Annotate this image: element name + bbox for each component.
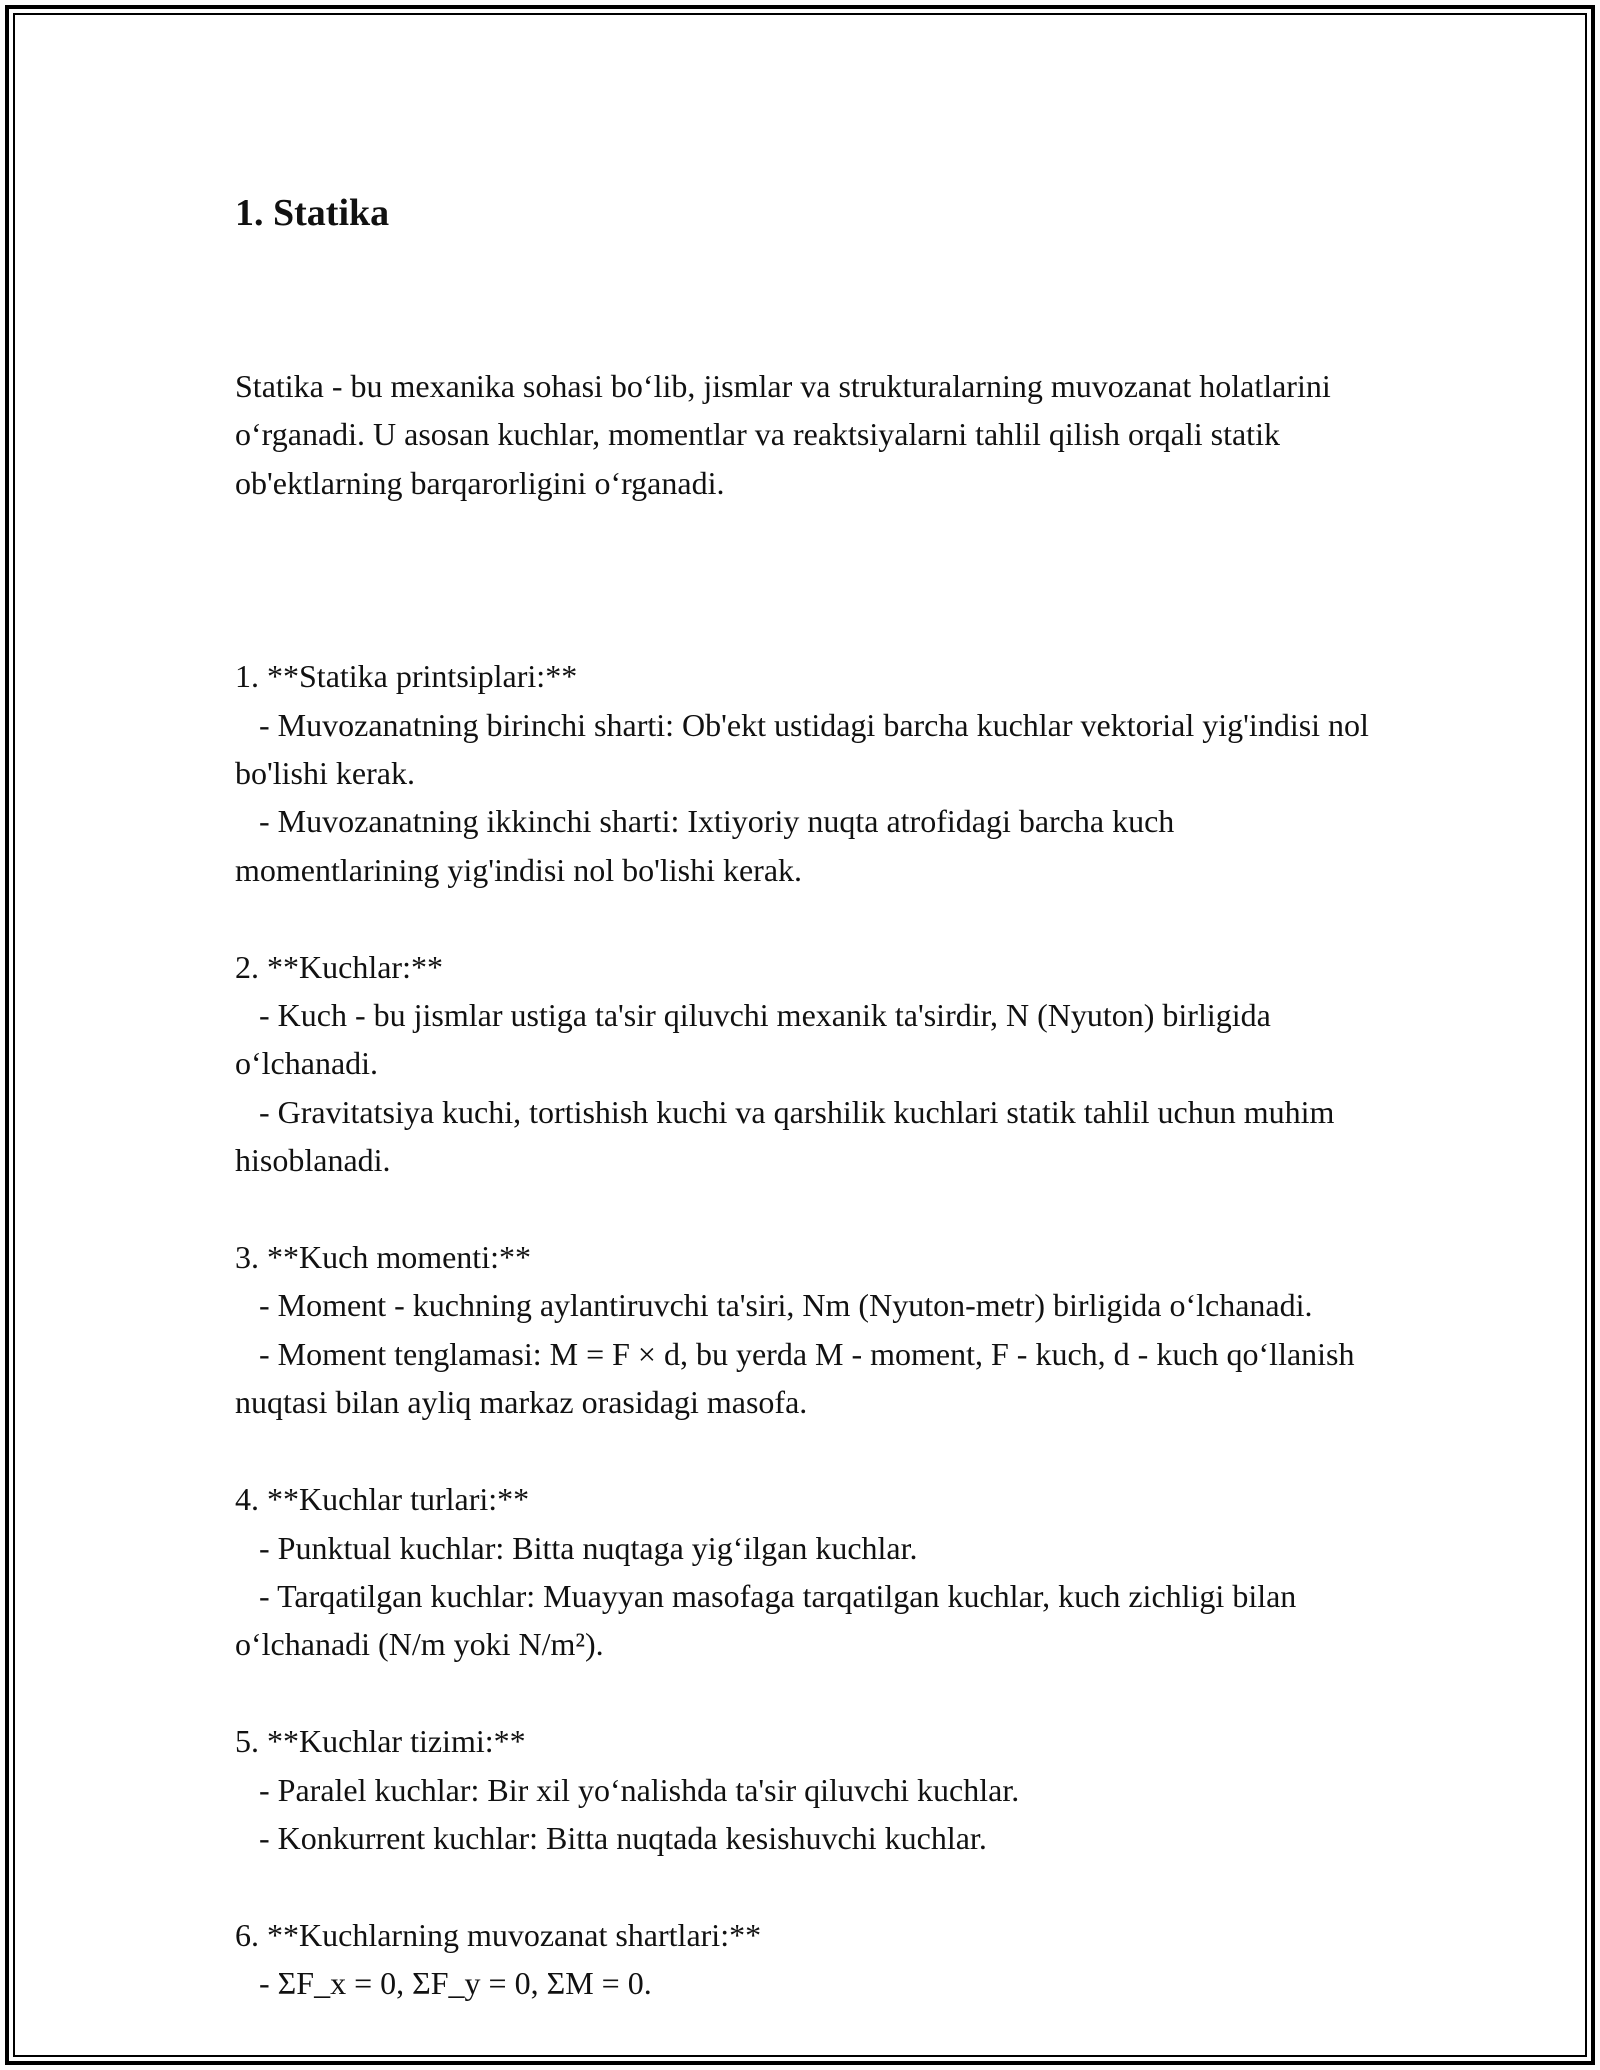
section-item: - Konkurrent kuchlar: Bitta nuqtada kesishuvchi kuchlar. [235, 1819, 987, 1856]
section-item: - Paralel kuchlar: Bir xil yo‘nalishda ta'sir qiluvchi kuchlar. [235, 1771, 1020, 1808]
section-4 [235, 1475, 1375, 1669]
section-item: - Moment tenglamasi: M = F × d, bu yerda M - moment, F - kuch, d - kuch qo‘llanish nuqtasi bilan ayliq markaz orasidagi masofa. [235, 1335, 1363, 1421]
section-spacer [235, 1862, 1375, 1910]
section-spacer [235, 604, 1375, 652]
section-3 [235, 1233, 1375, 1427]
section-5 [235, 1717, 1375, 1862]
section-title: 3. **Kuch momenti:** [235, 1239, 531, 1276]
section-item: - Punktual kuchlar: Bitta nuqtaga yig‘ilgan kuchlar. [235, 1529, 918, 1566]
section-title: 1. **Statika printsiplari:** [235, 658, 578, 695]
section-6 [235, 1911, 1375, 2008]
section-spacer [235, 1669, 1375, 1717]
section-title: 4. **Kuchlar turlari:** [235, 1481, 530, 1518]
section-spacer [235, 894, 1375, 942]
section-item: - Muvozanatning birinchi sharti: Ob'ekt ustidagi barcha kuchlar vektorial yig'indisi nol bo'lishi kerak. [235, 706, 1377, 792]
document-body [235, 185, 1375, 2008]
section-item: - Tarqatilgan kuchlar: Muayyan masofaga tarqatilgan kuchlar, kuch zichligi bilan o‘lchanadi (N/m yoki N/m²). [235, 1577, 1305, 1663]
section-1 [235, 652, 1375, 894]
section-2 [235, 943, 1375, 1185]
section-title: 6. **Kuchlarning muvozanat shartlari:** [235, 1916, 762, 1953]
section-spacer [235, 1427, 1375, 1475]
section-item: - Moment - kuchning aylantiruvchi ta'siri, Nm (Nyuton-metr) birligida o‘lchanadi. [235, 1287, 1313, 1324]
section-item: - ΣF_x = 0, ΣF_y = 0, ΣM = 0. [235, 1965, 652, 2002]
section-title: 2. **Kuchlar:** [235, 948, 443, 985]
section-item: - Muvozanatning ikkinchi sharti: Ixtiyoriy nuqta atrofidagi barcha kuch momentlarining yig'indisi nol bo'lishi kerak. [235, 803, 1183, 888]
sections-list [235, 604, 1375, 2008]
section-spacer [235, 1185, 1375, 1233]
page-title: 1. Statika [235, 192, 390, 234]
section-item: - Gravitatsiya kuchi, tortishish kuchi va qarshilik kuchlari statik tahlil uchun muhim hisoblanadi. [235, 1093, 1343, 1179]
intro-paragraph [235, 265, 1375, 604]
section-item: - Kuch - bu jismlar ustiga ta'sir qiluvchi mexanik ta'sirdir, N (Nyuton) birligida o‘lchanadi. [235, 997, 1279, 1082]
intro-text: Statika - bu mexanika sohasi bo‘lib, jismlar va strukturalarning muvozanat holatlarini o‘rganadi. U asosan kuchlar, momentlar va reaktsiyalarni tahlil qilish orqali statik ob'ektlarning barqarorligini o‘rganadi. [235, 367, 1339, 501]
section-title: 5. **Kuchlar tizimi:** [235, 1723, 526, 1760]
